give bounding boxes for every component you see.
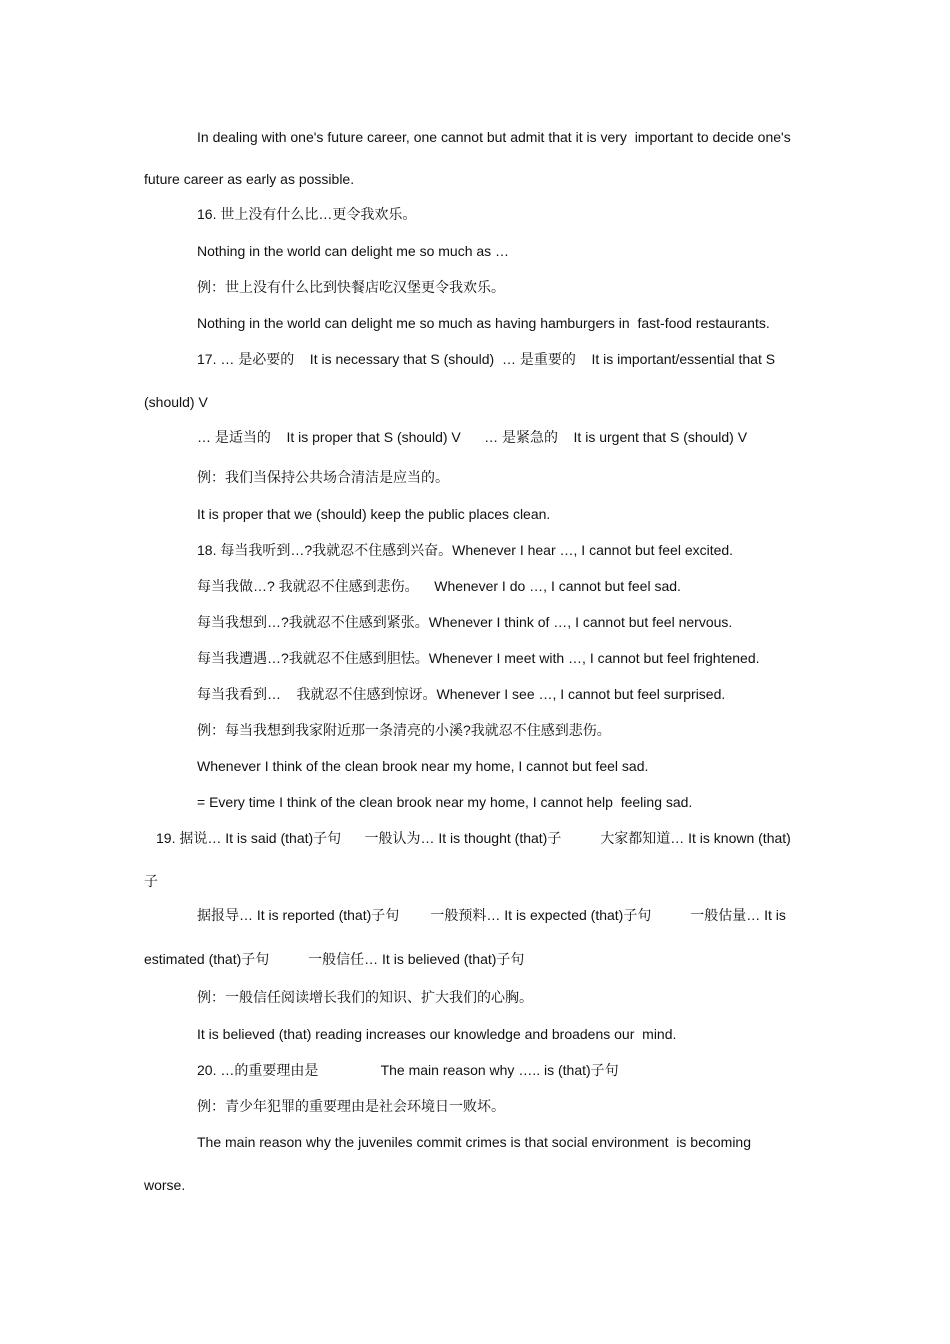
example-chinese: 例：我们当保持公共场合清洁是应当的。 bbox=[197, 469, 449, 485]
pattern-line: 每当我遭遇…?我就忍不住感到胆怯。Whenever I meet with …, I cannot but feel frightened. bbox=[197, 650, 760, 666]
pattern-line: 每当我想到…?我就忍不住感到紧张。Whenever I think of …, I cannot but feel nervous. bbox=[197, 614, 733, 630]
example-english-alt: = Every time I think of the clean brook near my home, I cannot help feeling sad. bbox=[197, 794, 693, 810]
pattern-line: 每当我做…? 我就忍不住感到悲伤。 Whenever I do …, I cannot but feel sad. bbox=[197, 578, 681, 594]
paragraph-line: In dealing with one's future career, one cannot but admit that it is very important to decide one's bbox=[197, 129, 791, 145]
example-chinese: 例：一般信任阅读增长我们的知识、扩大我们的心胸。 bbox=[197, 989, 533, 1005]
example-chinese: 例：青少年犯罪的重要理由是社会环境日一败坏。 bbox=[197, 1098, 505, 1114]
paragraph-line: estimated (that)子句 一般信任… It is believed (that)子句 bbox=[144, 951, 525, 967]
example-english: Nothing in the world can delight me so much as having hamburgers in fast-food restaurants. bbox=[197, 315, 770, 331]
pattern-line: … 是适当的 It is proper that S (should) V … 是紧急的 It is urgent that S (should) V bbox=[197, 429, 748, 445]
paragraph-line: (should) V bbox=[144, 394, 208, 410]
example-english: The main reason why the juveniles commit crimes is that social environment is becoming bbox=[197, 1134, 752, 1150]
example-english: Whenever I think of the clean brook near my home, I cannot but feel sad. bbox=[197, 758, 649, 774]
pattern-line: 每当我看到… 我就忍不住感到惊讶。Whenever I see …, I cannot but feel surprised. bbox=[197, 686, 726, 702]
item-heading-20: 20. …的重要理由是 The main reason why ….. is (that)子句 bbox=[197, 1062, 619, 1078]
example-chinese: 例：每当我想到我家附近那一条清亮的小溪?我就忍不住感到悲伤。 bbox=[197, 722, 611, 738]
paragraph-line: worse. bbox=[144, 1177, 186, 1193]
item-heading-17: 17. … 是必要的 It is necessary that S (should) … 是重要的 It is important/essential that S bbox=[197, 351, 776, 367]
paragraph-line: 子 bbox=[144, 873, 158, 889]
example-english: It is believed (that) reading increases our knowledge and broadens our mind. bbox=[197, 1026, 677, 1042]
pattern-line: Nothing in the world can delight me so much as … bbox=[197, 243, 510, 259]
item-heading-18: 18. 每当我听到…?我就忍不住感到兴奋。Whenever I hear …, I cannot but feel excited. bbox=[197, 542, 734, 558]
pattern-line: 据报导… It is reported (that)子句 一般预料… It is expected (that)子句 一般估量… It is bbox=[197, 907, 786, 923]
paragraph-line: future career as early as possible. bbox=[144, 171, 355, 187]
example-chinese: 例：世上没有什么比到快餐店吃汉堡更令我欢乐。 bbox=[197, 279, 505, 295]
example-english: It is proper that we (should) keep the public places clean. bbox=[197, 506, 551, 522]
item-heading-16: 16. 世上没有什么比…更令我欢乐。 bbox=[197, 206, 417, 222]
item-heading-19: 19. 据说… It is said (that)子句 一般认为… It is thought (that)子 大家都知道… It is known (that) bbox=[156, 830, 791, 846]
